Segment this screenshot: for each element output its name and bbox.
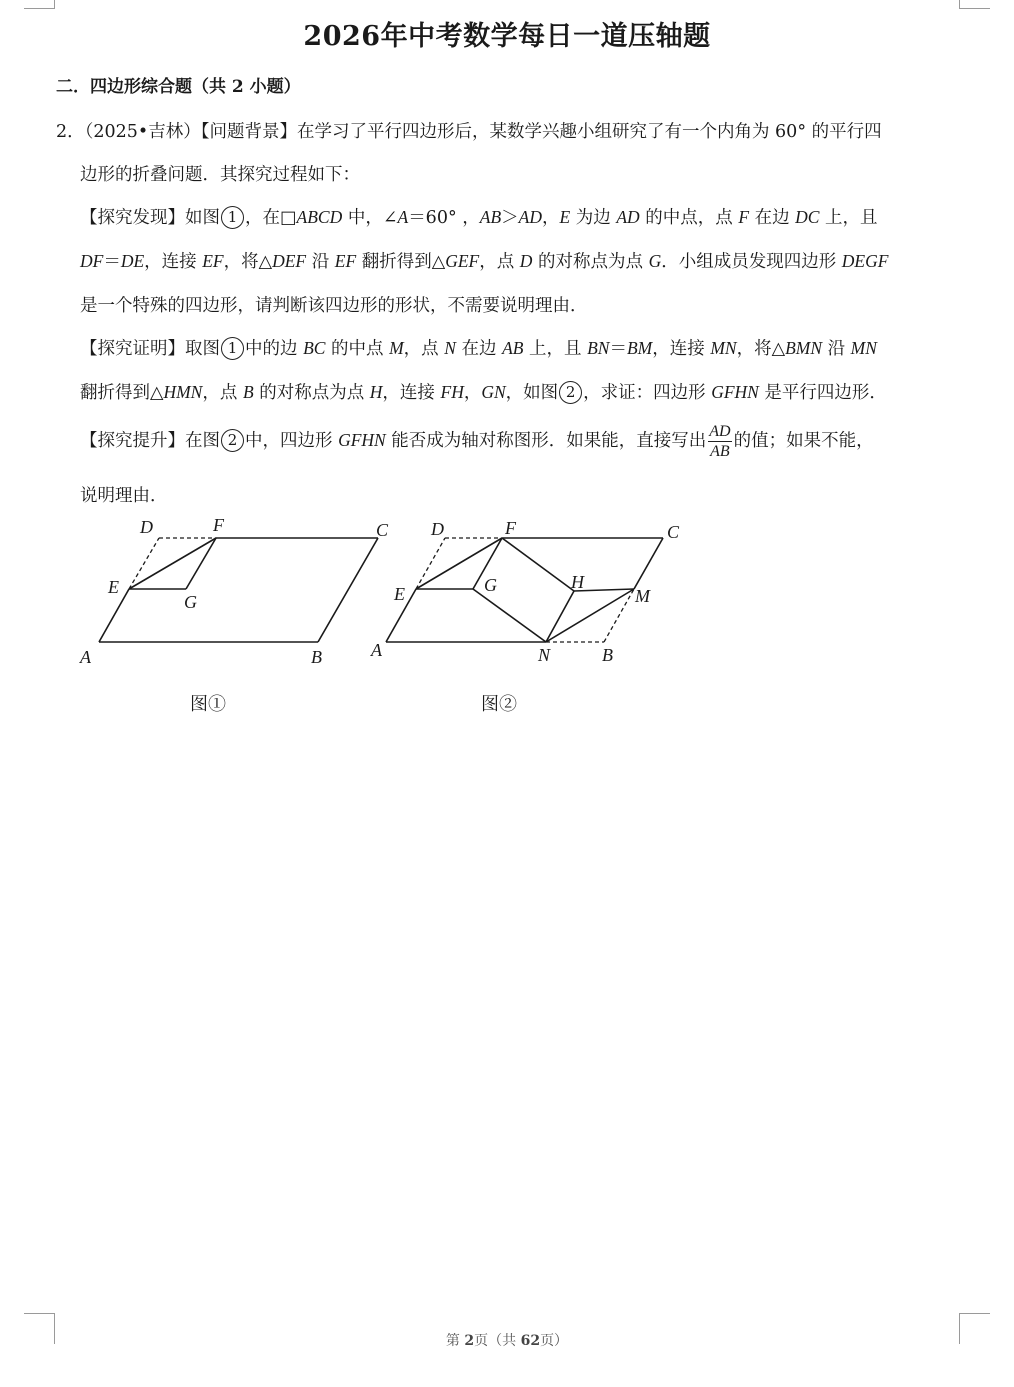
figure-2-caption: 图② — [481, 694, 517, 715]
page-total: 62 — [520, 1333, 541, 1349]
label-f: F — [213, 515, 224, 535]
problem-line-1: 2．（2025•吉林）【问题背景】在学习了平行四边形后，某数学兴趣小组研究了有一个内角为 60° 的平行四 — [56, 122, 882, 142]
fraction-ad-over-ab: $\frac{AD}{AB}$ — [709, 423, 731, 460]
figure-2 — [365, 510, 695, 680]
label-g: G — [484, 575, 497, 595]
discovery-line-3: 是一个特殊的四边形，请判断该四边形的形状，不需要说明理由． — [80, 296, 588, 316]
label-d: D — [140, 517, 153, 537]
fold-line-mn — [546, 589, 634, 642]
discovery-line-2: DF＝DE，连接 EF，将△DEF 沿 EF 翻折得到△GEF，点 D 的对称点为点 G．小组成员发现四边形 DEGF — [80, 251, 889, 272]
dashed-ed — [129, 538, 159, 589]
label-m: M — [635, 586, 650, 606]
discovery-line-1: 【探究发现】如图 1 ，在□ABCD 中，∠A＝60° ，AB＞AD，E 为边 AD 的中点，点 F 在边 DC 上，且 — [80, 207, 878, 228]
circled-number: 2 — [221, 429, 244, 452]
proof-line-2: 翻折得到△HMN，点 B 的对称点为点 H，连接 FH，GN，如图 2 ，求证：四边形 GFHN 是平行四边形． — [80, 382, 887, 403]
dashed-ed — [416, 538, 445, 589]
crop-mark-top-left — [24, 0, 55, 9]
page-title: 2026年中考数学每日一道压轴题 — [303, 21, 711, 52]
proof-line-1: 【探究证明】取图 1 中的边 BC 的中点 M，点 N 在边 AB 上，且 BN＝BM，连接 MN，将△BMN 沿 MN — [80, 338, 877, 359]
section-heading: 二．四边形综合题（共 2 小题） — [56, 77, 301, 97]
page-number: 2 — [464, 1333, 475, 1349]
label-a: A — [371, 640, 382, 660]
circled-number: 1 — [221, 337, 244, 360]
extension-line-2: 说明理由． — [80, 486, 168, 506]
label-c: C — [376, 520, 389, 540]
label-n: N — [538, 645, 551, 665]
problem-line-2: 边形的折叠问题．其探究过程如下： — [80, 165, 360, 185]
label-a: A — [80, 647, 91, 667]
label-f: F — [505, 518, 516, 538]
figure-1-caption: 图① — [190, 694, 226, 715]
label-b: B — [602, 645, 613, 665]
label-g: G — [184, 592, 197, 612]
page-footer: 第 2页（共 62页） — [445, 1333, 569, 1349]
circled-number: 1 — [221, 206, 244, 229]
dashed-bm — [604, 589, 634, 642]
label-b: B — [311, 647, 322, 667]
circled-number: 2 — [559, 381, 582, 404]
label-c: C — [667, 522, 680, 542]
crop-mark-top-right — [959, 0, 990, 9]
edge-cm — [634, 538, 663, 589]
extension-line-1: 【探究提升】在图 2 中，四边形 GFHN 能否成为轴对称图形．如果能，直接写出 $\frac{AD}{AB}$ 的值；如果不能， — [80, 423, 874, 460]
label-e: E — [394, 584, 405, 604]
edge-gn — [473, 589, 546, 642]
figure-1 — [70, 510, 400, 680]
fold-line-ef — [129, 538, 216, 589]
label-d: D — [431, 519, 444, 539]
label-h: H — [571, 572, 584, 592]
edge-fh — [502, 538, 574, 591]
edge-gf — [186, 538, 216, 589]
label-e: E — [108, 577, 119, 597]
